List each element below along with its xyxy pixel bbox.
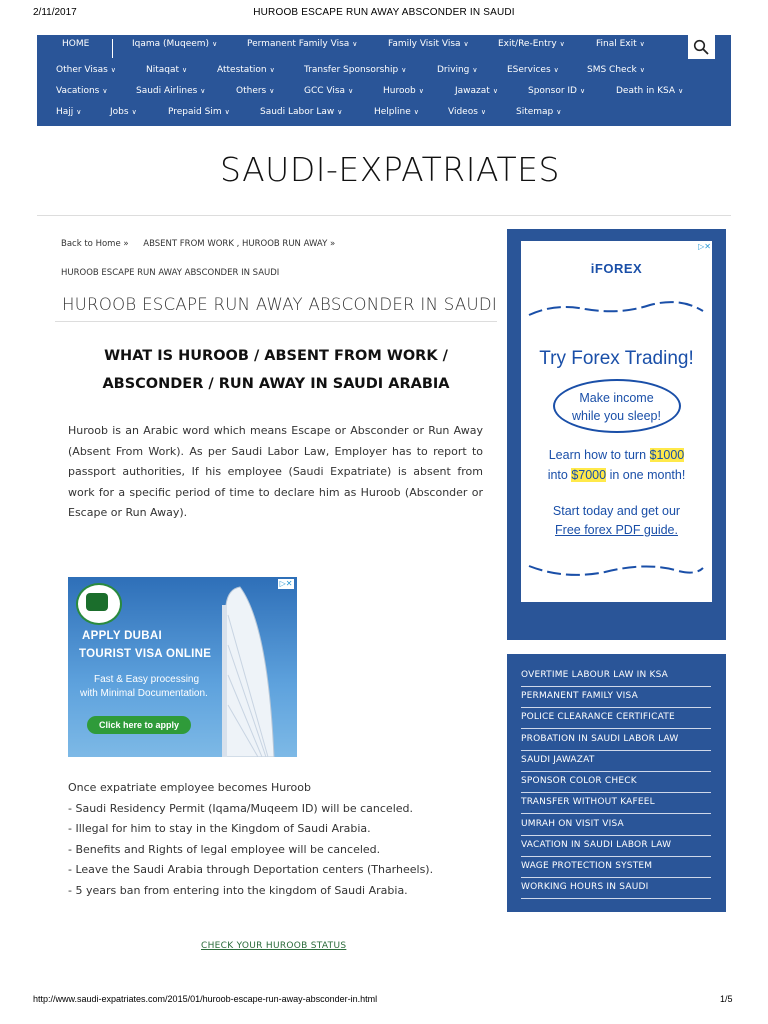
- chevron-down-icon: ∨: [553, 66, 559, 74]
- sidebar-link[interactable]: WORKING HOURS IN SAUDI: [521, 878, 711, 899]
- nav-item-saudi-airlines[interactable]: Saudi Airlines ∨: [136, 86, 206, 96]
- dubai-visa-ad[interactable]: [68, 577, 297, 757]
- divider: [37, 215, 731, 216]
- print-title: HUROOB ESCAPE RUN AWAY ABSCONDER IN SAUDI: [253, 7, 515, 18]
- chevron-down-icon: ∨: [76, 108, 82, 116]
- article-paragraph: Huroob is an Arabic word which means Escape or Absconder or Run Away (Absent From Work). As per Saudi Labor Law, Employer has to report to passport authorities, If his employee (Saudi Expatriate) is absent from work for a specific period of time to declare him as Huroob (Absconder or Escape or Run Away).: [68, 424, 483, 519]
- nav-item-eservices[interactable]: EServices ∨: [507, 65, 559, 75]
- breadcrumb-current: HUROOB ESCAPE RUN AWAY ABSCONDER IN SAUDI: [61, 268, 280, 278]
- ad-brand: iFOREX: [590, 261, 643, 276]
- nav-item-permanent-family-visa[interactable]: Permanent Family Visa ∨: [247, 39, 358, 49]
- ad-logo: [76, 583, 122, 625]
- nav-item-huroob[interactable]: Huroob ∨: [383, 86, 424, 96]
- nav-item-sitemap[interactable]: Sitemap ∨: [516, 107, 562, 117]
- sidebar-link[interactable]: OVERTIME LABOUR LAW IN KSA: [521, 666, 711, 687]
- breadcrumb-category-link[interactable]: ABSENT FROM WORK , HUROOB RUN AWAY »: [143, 239, 336, 249]
- ad-line-3: Fast & Easy processing: [94, 674, 200, 685]
- nav-separator: [112, 39, 113, 58]
- chevron-down-icon: ∨: [678, 87, 684, 95]
- print-date: 2/11/2017: [33, 7, 77, 18]
- chevron-down-icon: ∨: [413, 108, 419, 116]
- chevron-down-icon: ∨: [559, 40, 565, 48]
- chevron-down-icon: ∨: [480, 108, 487, 116]
- chevron-down-icon: ∨: [102, 87, 108, 95]
- wave-decoration: [525, 556, 708, 586]
- chevron-down-icon: ∨: [401, 66, 407, 74]
- ad-line-2: TOURIST VISA ONLINE: [79, 648, 212, 660]
- nav-item-driving[interactable]: Driving ∨: [437, 65, 478, 75]
- huroob-consequences-list: [68, 778, 433, 901]
- chevron-down-icon: ∨: [212, 40, 218, 48]
- nav-item-saudi-labor-law[interactable]: Saudi Labor Law ∨: [260, 107, 343, 117]
- article-heading: WHAT IS HUROOB / ABSENT FROM WORK / ABSCONDER / RUN AWAY IN SAUDI ARABIA: [102, 348, 450, 392]
- nav-item-family-visit-visa[interactable]: Family Visit Visa ∨: [388, 39, 469, 49]
- nav-item-exit-reentry[interactable]: Exit/Re-Entry ∨: [498, 39, 565, 49]
- forex-ad[interactable]: [521, 241, 712, 602]
- nav-item-sms-check[interactable]: SMS Check ∨: [587, 65, 645, 75]
- list-intro: Once expatriate employee becomes Huroob: [68, 781, 311, 794]
- chevron-down-icon: ∨: [131, 108, 137, 116]
- wave-decoration: [525, 293, 708, 323]
- list-item: - Leave the Saudi Arabia through Deportation centers (Tharheels).: [68, 863, 434, 876]
- sidebar-link[interactable]: TRANSFER WITHOUT KAFEEL: [521, 793, 711, 814]
- nav-item-final-exit[interactable]: Final Exit ∨: [596, 39, 645, 49]
- chevron-down-icon: ∨: [110, 66, 116, 74]
- chevron-down-icon: ∨: [348, 87, 354, 95]
- ad-offer-text: Learn how to turn $1000 into $7000 in one month!: [547, 448, 686, 482]
- divider: [55, 321, 497, 322]
- page-title: HUROOB ESCAPE RUN AWAY ABSCONDER IN SAUDI: [62, 295, 497, 314]
- chevron-down-icon: ∨: [337, 108, 343, 116]
- breadcrumb-home-link[interactable]: Back to Home »: [61, 239, 129, 249]
- nav-item-other-visas[interactable]: Other Visas ∨: [56, 65, 116, 75]
- site-title[interactable]: SAUDI-EXPATRIATES: [220, 150, 560, 189]
- chevron-down-icon: ∨: [269, 66, 275, 74]
- ad-headline: Try Forex Trading!: [539, 348, 694, 369]
- chevron-down-icon: ∨: [200, 87, 206, 95]
- list-item: - Saudi Residency Permit (Iqama/Muqeem ID) will be canceled.: [68, 801, 413, 815]
- nav-item-iqama[interactable]: Iqama (Muqeem) ∨: [132, 39, 218, 49]
- ad-apply-button[interactable]: Click here to apply: [87, 716, 191, 734]
- sidebar-link[interactable]: UMRAH ON VISIT VISA: [521, 815, 711, 836]
- list-item: - 5 years ban from entering into the kingdom of Saudi Arabia.: [68, 883, 408, 897]
- breadcrumb: [61, 239, 347, 249]
- search-icon: [693, 39, 709, 55]
- sidebar-link[interactable]: PERMANENT FAMILY VISA: [521, 687, 711, 708]
- sidebar-link[interactable]: VACATION IN SAUDI LABOR LAW: [521, 836, 711, 857]
- check-huroob-status-link[interactable]: CHECK YOUR HUROOB STATUS: [201, 941, 347, 951]
- ad-choices-icon[interactable]: ▷✕: [698, 242, 711, 251]
- list-item: - Benefits and Rights of legal employee will be canceled.: [68, 842, 381, 856]
- print-page-number: 1/5: [720, 994, 733, 1004]
- nav-item-attestation[interactable]: Attestation ∨: [217, 65, 275, 75]
- chevron-down-icon: ∨: [579, 87, 586, 95]
- list-item: - Illegal for him to stay in the Kingdom of Saudi Arabia.: [68, 822, 371, 835]
- chevron-down-icon: ∨: [472, 66, 478, 74]
- chevron-down-icon: ∨: [269, 87, 275, 95]
- chevron-down-icon: ∨: [639, 66, 645, 74]
- ad-line-1: APPLY DUBAI: [82, 630, 162, 642]
- sidebar-link[interactable]: SAUDI JAWAZAT: [521, 751, 711, 772]
- chevron-down-icon: ∨: [556, 108, 562, 116]
- nav-item-death-in-ksa[interactable]: Death in KSA ∨: [616, 86, 684, 96]
- chevron-down-icon: ∨: [418, 87, 424, 95]
- nav-item-transfer-sponsorship[interactable]: Transfer Sponsorship ∨: [304, 65, 407, 75]
- sidebar-link[interactable]: POLICE CLEARANCE CERTIFICATE: [521, 708, 711, 729]
- nav-item-vacations[interactable]: Vacations ∨: [56, 86, 108, 96]
- print-url: http://www.saudi-expatriates.com/2015/01/huroob-escape-run-away-absconder-in.html: [33, 994, 378, 1004]
- ad-choices-icon[interactable]: ▷✕: [279, 579, 293, 588]
- sidebar-link[interactable]: PROBATION IN SAUDI LABOR LAW: [521, 730, 711, 751]
- chevron-down-icon: ∨: [463, 40, 469, 48]
- print-header: [0, 0, 768, 22]
- ad-oval-text: Make income while you sleep!: [572, 391, 661, 423]
- nav-item-nitaqat[interactable]: Nitaqat ∨: [146, 65, 188, 75]
- burj-al-arab-image: [218, 585, 278, 757]
- nav-item-jobs[interactable]: Jobs ∨: [110, 107, 137, 117]
- nav-item-others[interactable]: Others ∨: [236, 86, 275, 96]
- main-navigation: [37, 35, 731, 126]
- nav-item-gcc-visa[interactable]: GCC Visa ∨: [304, 86, 354, 96]
- ad-line-4: with Minimal Documentation.: [80, 688, 208, 699]
- chevron-down-icon: ∨: [182, 66, 188, 74]
- sidebar-link[interactable]: WAGE PROTECTION SYSTEM: [521, 857, 711, 878]
- nav-item-hajj[interactable]: Hajj ∨: [56, 107, 82, 117]
- chevron-down-icon: ∨: [492, 87, 498, 95]
- nav-item-jawazat[interactable]: Jawazat ∨: [455, 86, 498, 96]
- search-button[interactable]: [688, 35, 715, 59]
- sidebar-ad-container: [507, 229, 726, 640]
- sidebar-related-links: [507, 654, 726, 912]
- chevron-down-icon: ∨: [639, 40, 645, 48]
- nav-item-prepaid-sim[interactable]: Prepaid Sim ∨: [168, 107, 230, 117]
- nav-item-sponsor-id[interactable]: Sponsor ID ∨: [528, 86, 586, 96]
- nav-item-helpline[interactable]: Helpline ∨: [374, 107, 419, 117]
- chevron-down-icon: ∨: [224, 108, 230, 116]
- nav-item-videos[interactable]: Videos ∨: [448, 107, 487, 117]
- ad-cta-text: Start today and get our Free forex PDF guide.: [552, 504, 681, 537]
- chevron-down-icon: ∨: [352, 40, 358, 48]
- sidebar-link[interactable]: SPONSOR COLOR CHECK: [521, 772, 711, 793]
- nav-item-home[interactable]: HOME: [62, 39, 90, 49]
